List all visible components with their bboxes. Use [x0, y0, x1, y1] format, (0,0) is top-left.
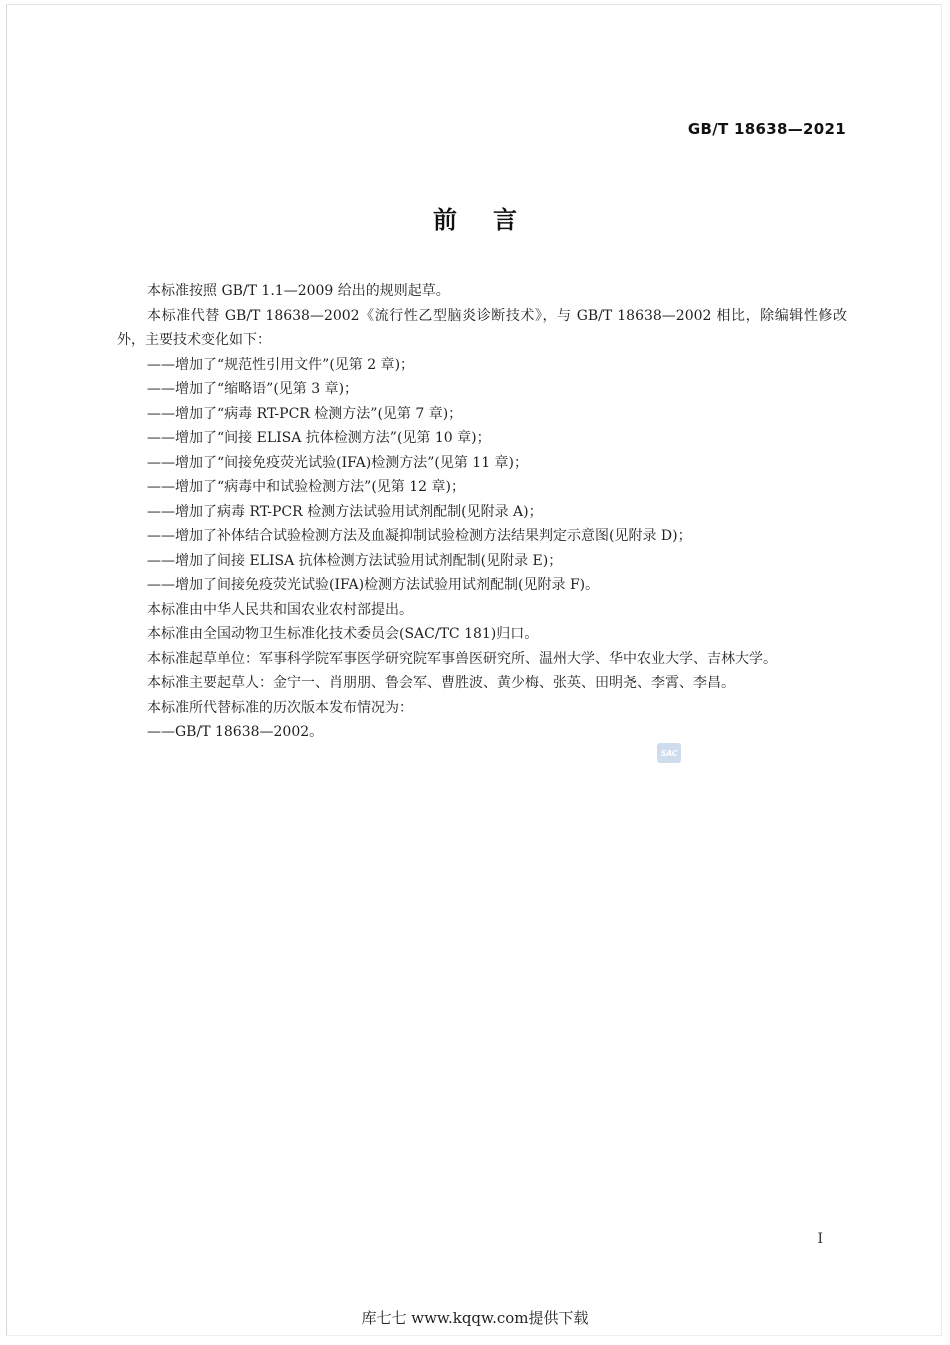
- paragraph-proposer: 本标准由中华人民共和国农业农村部提出。: [147, 601, 413, 618]
- change-item: ——增加了病毒 RT-PCR 检测方法试验用试剂配制(见附录 A)；: [147, 503, 543, 520]
- paragraph-drafting-rules: 本标准按照 GB/T 1.1—2009 给出的规则起草。: [147, 283, 450, 299]
- change-item: ——增加了间接 ELISA 抗体检测方法试验用试剂配制(见附录 E)；: [147, 552, 563, 569]
- footer-credit: 库七七 www.kqqw.com提供下载: [361, 1309, 589, 1327]
- history-item: ——GB/T 18638—2002。: [147, 724, 324, 740]
- change-item: ——增加了“缩略语”(见第 3 章)；: [147, 381, 359, 397]
- change-item: ——增加了补体结合试验检测方法及血凝抑制试验检测方法结果判定示意图(见附录 D)；: [147, 528, 692, 544]
- page-number: I: [817, 1231, 823, 1247]
- change-item: ——增加了“规范性引用文件”(见第 2 章)；: [147, 356, 415, 373]
- paragraph-drafting-units: 本标准起草单位：军事科学院军事医学研究院军事兽医研究所、温州大学、华中农业大学、吉林大学。: [147, 650, 777, 667]
- change-item: ——增加了“间接 ELISA 抗体检测方法”(见第 10 章)；: [147, 430, 491, 446]
- change-item: ——增加了“间接免疫荧光试验(IFA)检测方法”(见第 11 章)；: [147, 454, 529, 471]
- foreword-body: [117, 279, 847, 745]
- paragraph-committee: 本标准由全国动物卫生标准化技术委员会(SAC/TC 181)归口。: [147, 626, 539, 642]
- change-item: ——增加了间接免疫荧光试验(IFA)检测方法试验用试剂配制(见附录 F)。: [147, 577, 600, 593]
- change-item: ——增加了“病毒 RT-PCR 检测方法”(见第 7 章)；: [147, 405, 463, 422]
- paragraph-replacement: 本标准代替 GB/T 18638—2002《流行性乙型脑炎诊断技术》，与 GB/T 18638—2002 相比，除编辑性修改外，主要技术变化如下：: [117, 307, 847, 348]
- sac-watermark-logo: SAC: [657, 743, 681, 763]
- paragraph-history: 本标准所代替标准的历次版本发布情况为：: [147, 699, 413, 716]
- page-title: 前言: [433, 206, 553, 234]
- paragraph-drafters: 本标准主要起草人：金宁一、肖朋朋、鲁会军、曹胜波、黄少梅、张英、田明尧、李霄、李昌。: [147, 675, 735, 691]
- standard-code: GB/T 18638—2021: [687, 120, 846, 138]
- change-item: ——增加了“病毒中和试验检测方法”(见第 12 章)；: [147, 479, 465, 495]
